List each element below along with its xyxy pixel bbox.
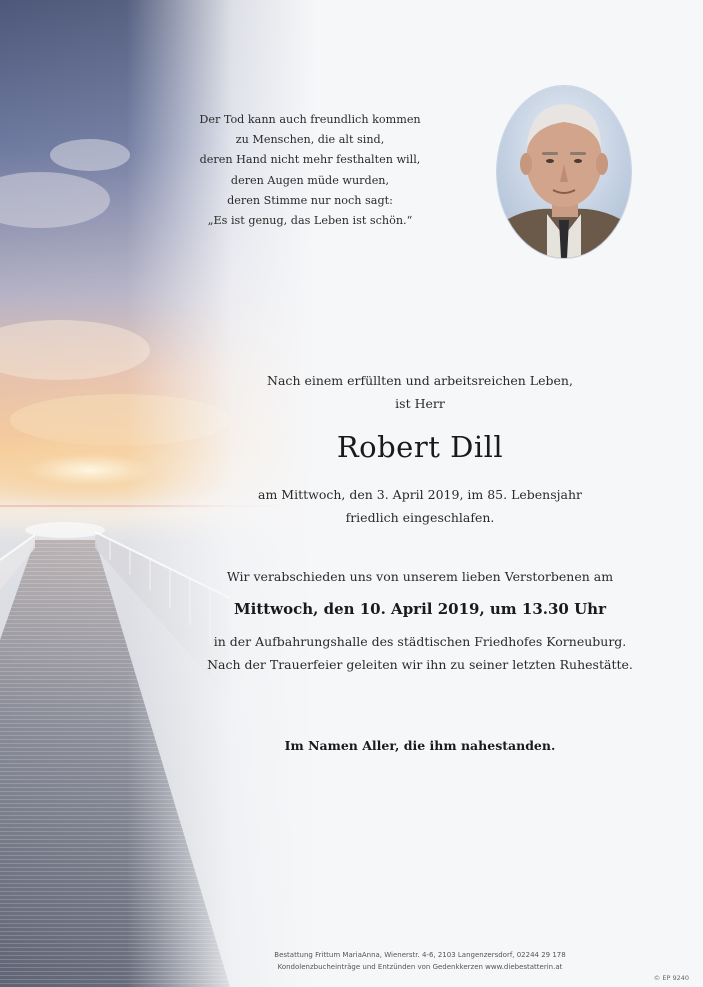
death-details bbox=[220, 483, 620, 529]
footer-website: Kondolenzbucheinträge und Entzünden von Gedenkkerzen www.diebestatterin.at bbox=[277, 963, 563, 971]
poem bbox=[150, 110, 470, 231]
portrait-photo bbox=[497, 86, 631, 258]
deceased-name: Robert Dill bbox=[336, 430, 504, 464]
poem-line: deren Augen müde wurden, bbox=[230, 173, 390, 187]
poem-line: Der Tod kann auch freundlich kommen bbox=[199, 113, 421, 126]
poem-line: deren Stimme nur noch sagt: bbox=[227, 193, 393, 207]
footer-address: Bestattung Frittum MariaAnna, Wienerstr. 4-6, 2103 Langenzersdorf, 02244 29 178 bbox=[274, 951, 566, 959]
footer bbox=[230, 949, 610, 973]
print-code: © EP 9240 bbox=[653, 974, 689, 982]
death-date-line: am Mittwoch, den 3. April 2019, im 85. Lebensjahr bbox=[258, 487, 582, 502]
funeral-place bbox=[190, 630, 650, 676]
portrait-image bbox=[497, 86, 631, 258]
intro-text bbox=[240, 369, 600, 415]
death-line: friedlich eingeschlafen. bbox=[345, 510, 495, 525]
closing-line: Im Namen Aller, die ihm nahestanden. bbox=[284, 738, 556, 753]
poem-line: zu Menschen, die alt sind, bbox=[235, 133, 385, 147]
place-line: Nach der Trauerfeier geleiten wir ihn zu seiner letzten Ruhestätte. bbox=[207, 657, 633, 672]
farewell-text: Wir verabschieden uns von unserem lieben Verstorbenen am bbox=[226, 569, 614, 584]
poem-line: „Es ist genug, das Leben ist schön.“ bbox=[207, 214, 413, 228]
intro-line: ist Herr bbox=[395, 396, 445, 411]
poem-line: deren Hand nicht mehr festhalten will, bbox=[199, 153, 421, 167]
intro-line: Nach einem erfüllten und arbeitsreichen Leben, bbox=[267, 373, 573, 388]
funeral-date-time: Mittwoch, den 10. April 2019, um 13.30 Uhr bbox=[234, 600, 606, 618]
place-line: in der Aufbahrungshalle des städtischen Friedhofes Korneuburg. bbox=[213, 634, 627, 649]
